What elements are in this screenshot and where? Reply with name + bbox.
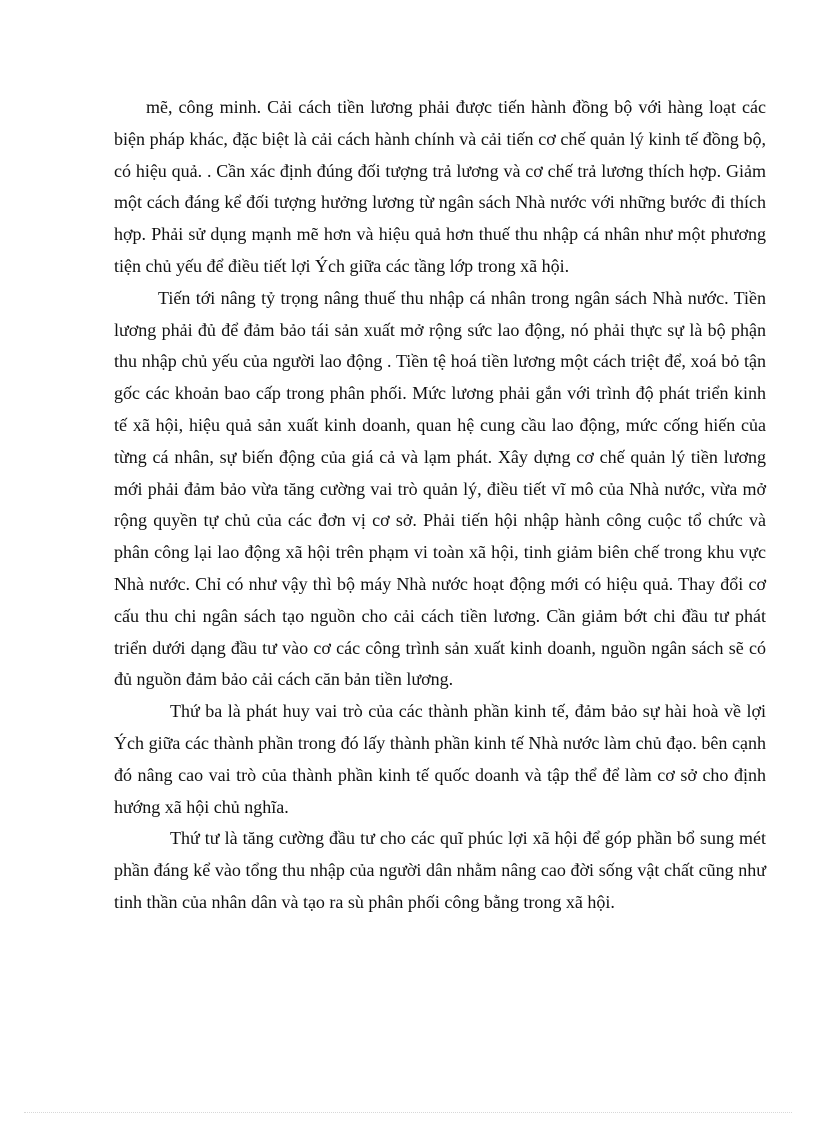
- paragraph-third-point: Thứ ba là phát huy vai trò của các thành phần kinh tế, đảm bảo sự hài hoà về lợi Ých giữa các thành phần trong đó lấy thành phần kinh tế Nhà nước làm chủ đạo. bên cạnh đó nâng cao vai trò của thành phần kinh tế quốc doanh và tập thể để làm cơ sở cho định hướng xã hội chủ nghĩa.: [114, 701, 766, 817]
- paragraph-fourth-point: Thứ tư là tăng cường đầu tư cho các quĩ phúc lợi xã hội để góp phần bổ sung mét phần đáng kể vào tổng thu nhập của người dân nhằm nâng cao đời sống vật chất cũng như tinh thần của nhân dân và tạo ra sù phân phối công bằng trong xã hội.: [114, 828, 766, 912]
- body-text: [114, 92, 766, 919]
- paragraph-continuation: mẽ, công minh. Cải cách tiền lương phải được tiến hành đồng bộ với hàng loạt các biện pháp khác, đặc biệt là cải cách hành chính và cải tiến cơ chế quản lý kinh tế đồng bộ, có hiệu quả. . Cần xác định đúng đối tượng trả lương và cơ chế trả lương thích hợp. Giảm một cách đáng kể đối tượng hưởng lương từ ngân sách Nhà nước với những bước đi thích hợp. Phải sử dụng mạnh mẽ hơn và hiệu quả hơn thuế thu nhập cá nhân như một phương tiện chủ yếu để điều tiết lợi Ých giữa các tầng lớp trong xã hội.: [114, 97, 766, 276]
- paragraph-tax-and-wage: Tiến tới nâng tỷ trọng nâng thuế thu nhập cá nhân trong ngân sách Nhà nước. Tiền lương phải đủ để đảm bảo tái sản xuất mở rộng sức lao động, nó phải thực sự là bộ phận thu nhập chủ yếu của người lao động . Tiền tệ hoá tiền lương một cách triệt để, xoá bỏ tận gốc các khoản bao cấp trong phân phối. Mức lương phải gắn với trình độ phát triển kinh tế xã hội, hiệu quả sản xuất kinh doanh, quan hệ cung cầu lao động, mức cống hiến của từng cá nhân, sự biến động của giá cả và lạm phát. Xây dựng cơ chế quản lý tiền lương mới phải đảm bảo vừa tăng cường vai trò quản lý, điều tiết vĩ mô của Nhà nước, vừa mở rộng quyền tự chủ của các đơn vị cơ sở. Phải tiến hội nhập hành công cuộc tổ chức và phân công lại lao động xã hội trên phạm vi toàn xã hội, tinh giảm biên chế trong khu vực Nhà nước. Chỉ có như vậy thì bộ máy Nhà nước hoạt động mới có hiệu quả. Thay đổi cơ cấu thu chi ngân sách tạo nguồn cho cải cách tiền lương. Cần giảm bớt chi đầu tư phát triển dưới dạng đầu tư vào cơ các công trình sản xuất kinh doanh, nguồn ngân sách sẽ có đủ nguồn đảm bảo cải cách căn bản tiền lương.: [114, 287, 766, 690]
- page-bottom-divider: [24, 1112, 792, 1113]
